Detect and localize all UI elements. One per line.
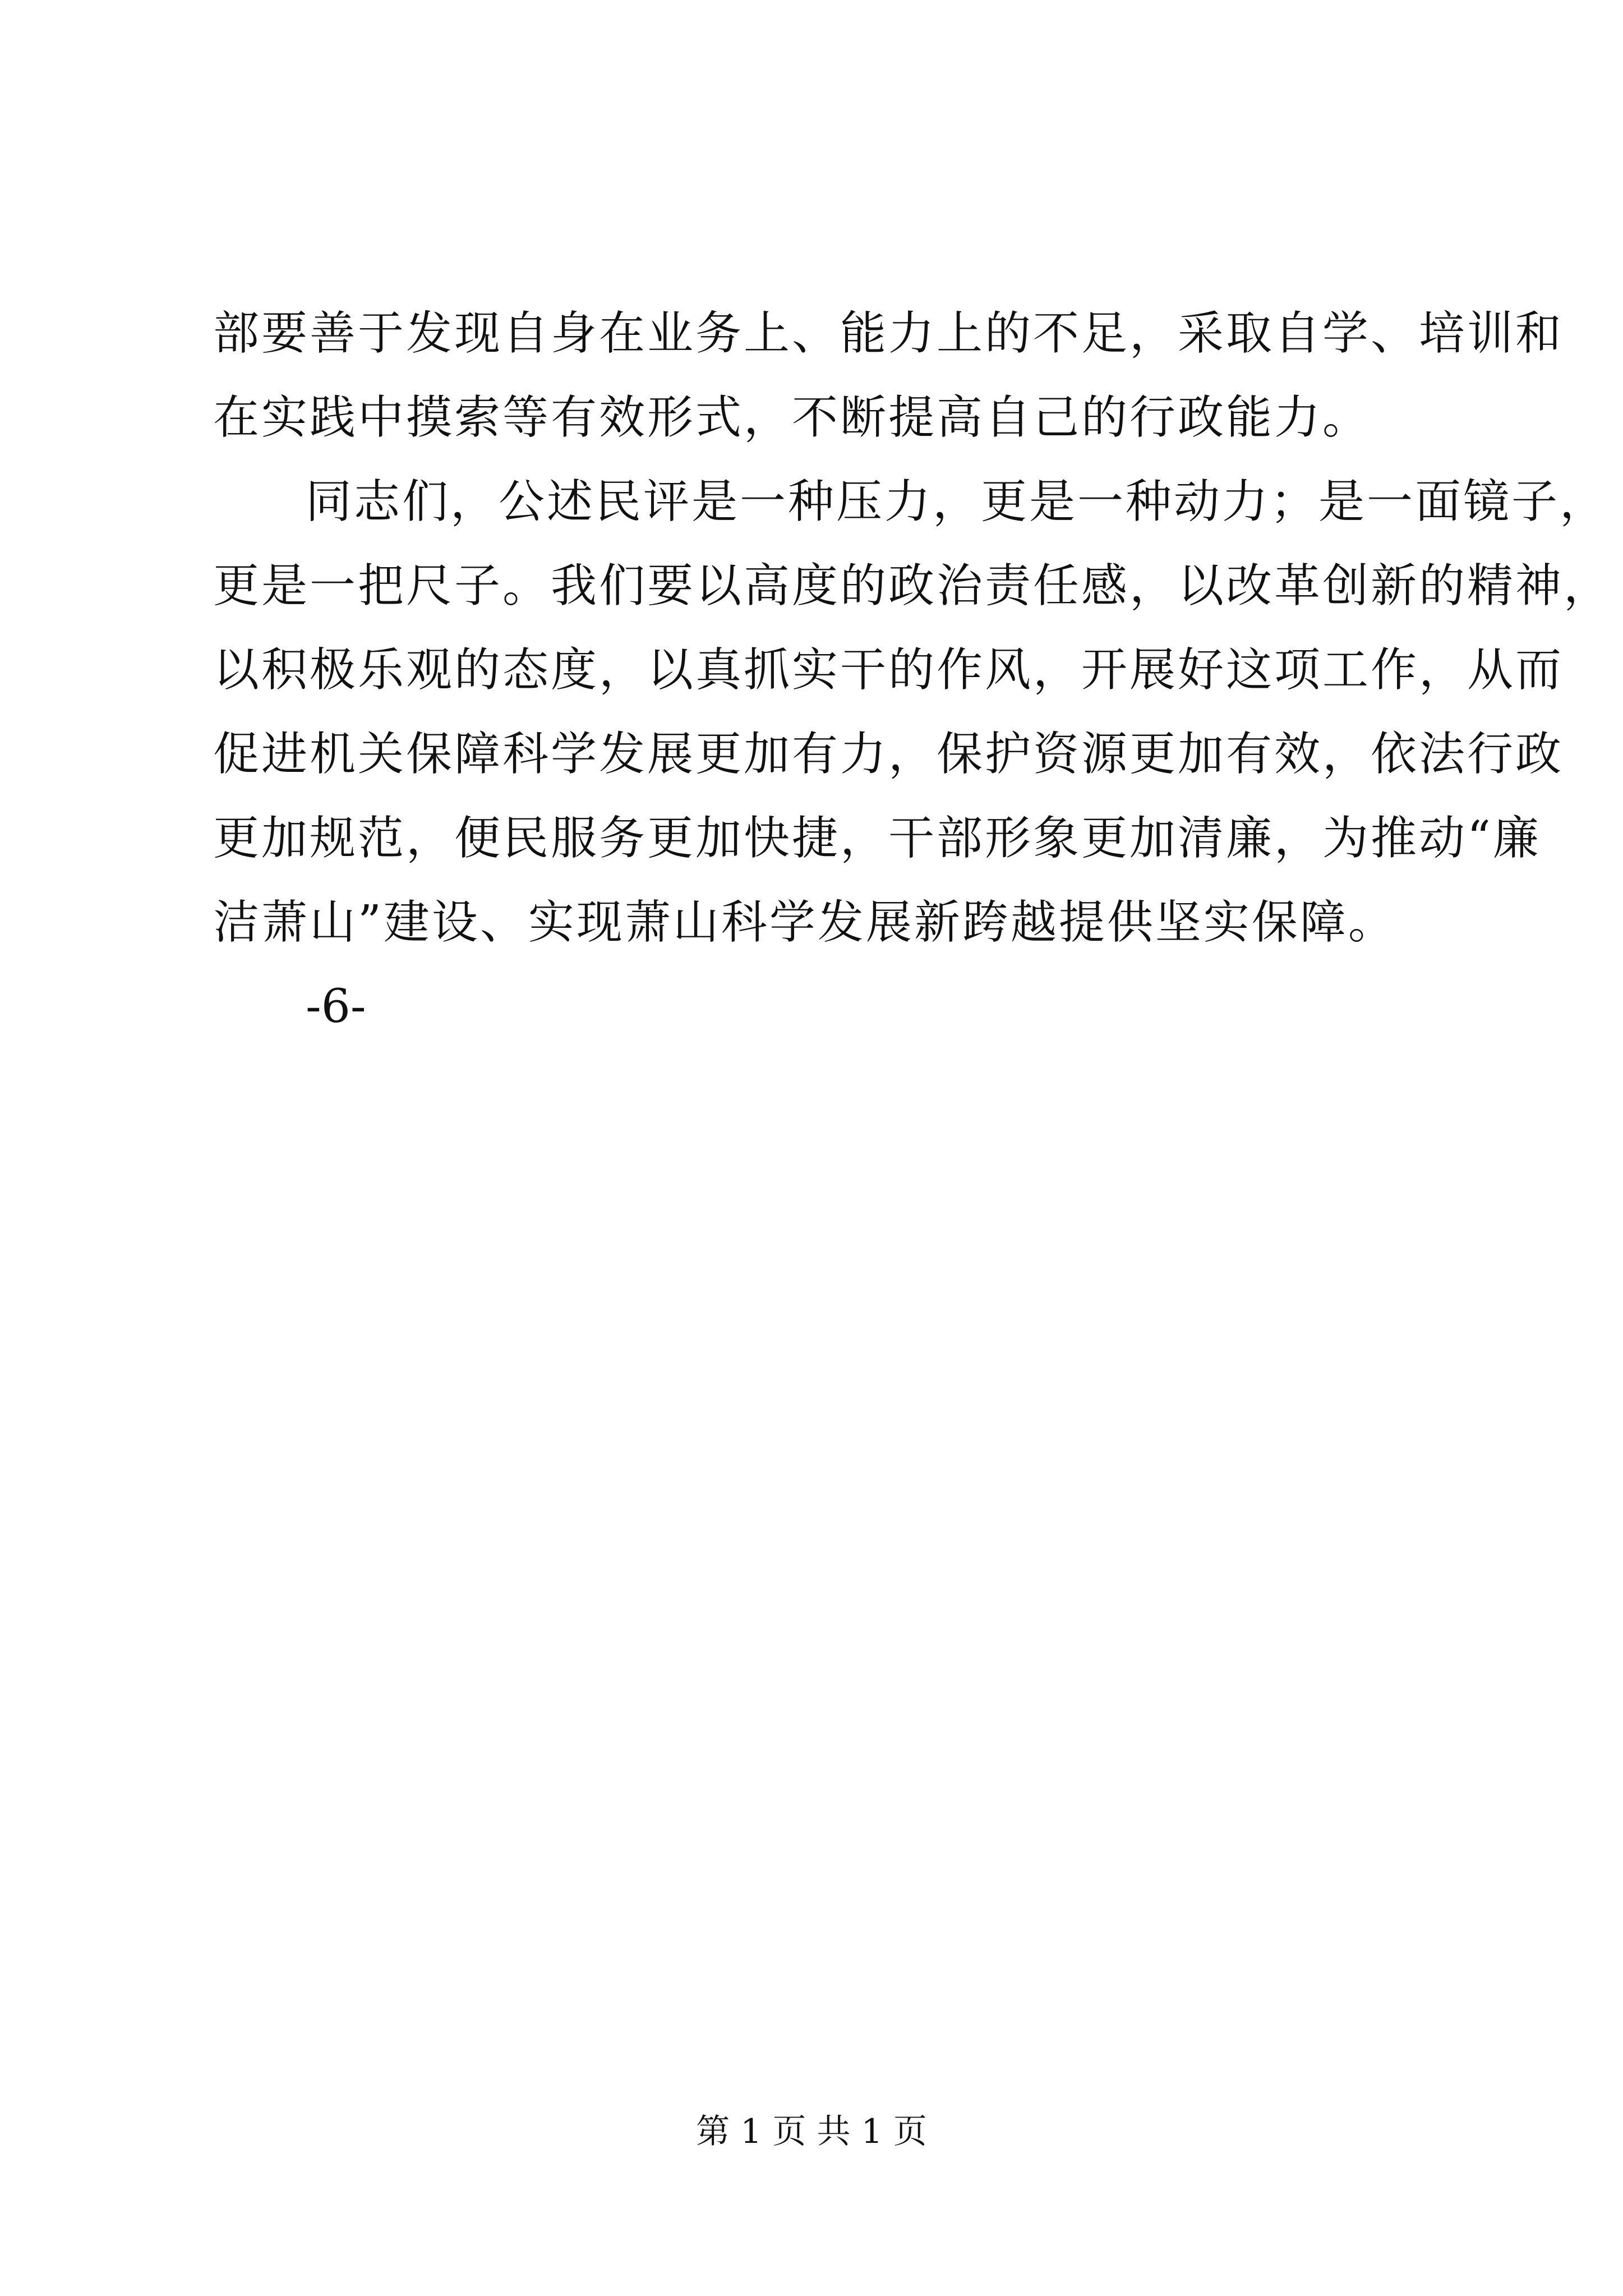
paragraph-1-line-1: 部要善于发现自身在业务上、能力上的不足，采取自学、培训和 — [213, 307, 1564, 360]
paragraph-2-line-1: 同志们，公述民评是一种压力，更是一种动力；是一面镜子， — [306, 475, 1608, 528]
page-footer: 第 1 页 共 1 页 — [696, 2112, 927, 2151]
paragraph-2-line-3: 以积极乐观的态度，以真抓实干的作风，开展好这项工作，从而 — [213, 643, 1564, 697]
page-number-mark: -6- — [306, 980, 366, 1033]
paragraph-2-line-6: 洁萧山”建设、实现萧山科学发展新跨越提供坚实保障。 — [213, 896, 1396, 949]
paragraph-2-line-5: 更加规范，便民服务更加快捷，干部形象更加清廉，为推动“廉 — [213, 812, 1541, 865]
paragraph-1-line-2: 在实践中摸索等有效形式，不断提高自己的行政能力。 — [213, 391, 1371, 444]
paragraph-2-line-2: 更是一把尺子。我们要以高度的政治责任感，以改革创新的精神， — [213, 559, 1612, 613]
paragraph-2-line-4: 促进机关保障科学发展更加有力，保护资源更加有效，依法行政 — [213, 728, 1564, 781]
